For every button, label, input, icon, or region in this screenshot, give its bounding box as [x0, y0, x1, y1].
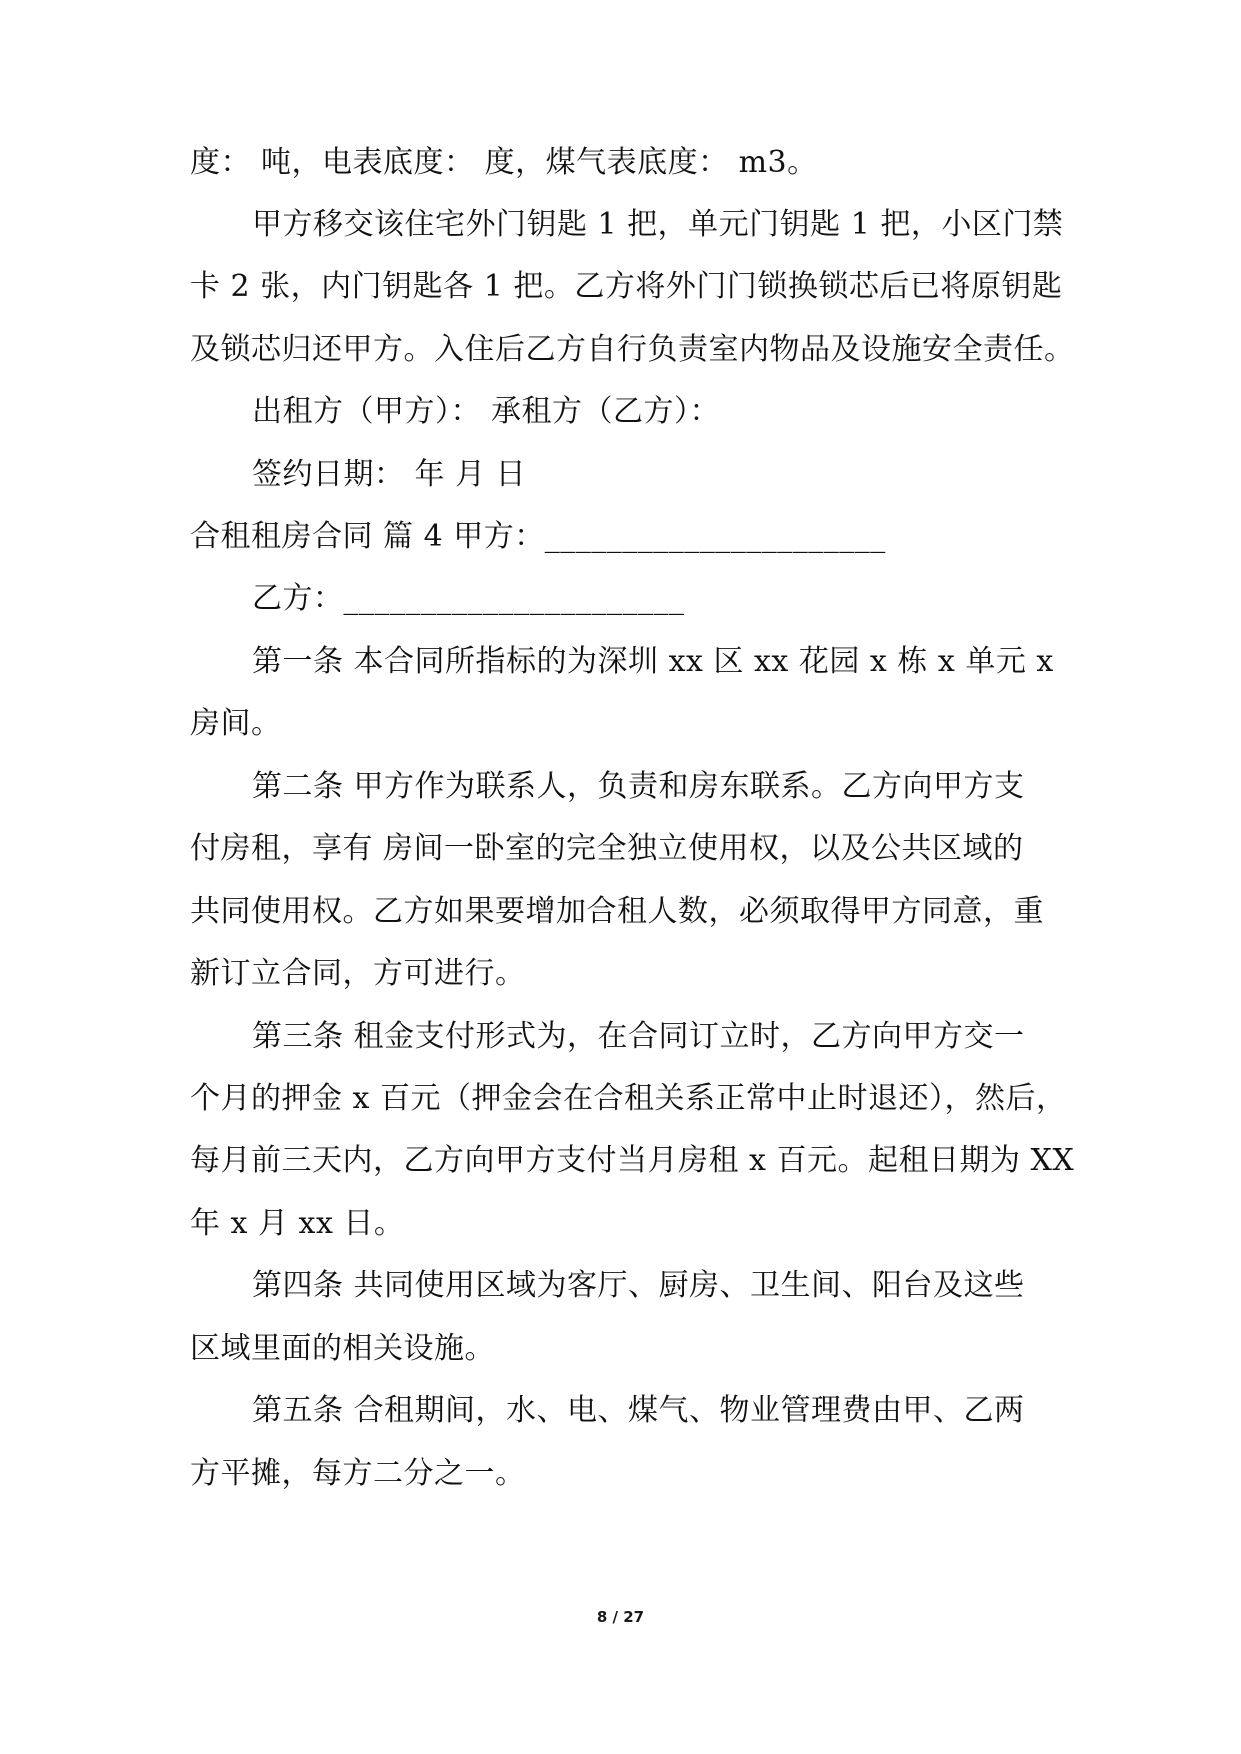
text-line: 每月前三天内，乙方向甲方支付当月房租 x 百元。起租日期为 XX: [190, 1143, 1075, 1178]
article-3-line: 第三条 租金支付形式为，在合同订立时，乙方向甲方交一: [252, 1019, 1025, 1054]
page-number: 8 / 27: [596, 1608, 645, 1626]
text-line: 方平摊，每方二分之一。: [190, 1456, 526, 1491]
text-line: 个月的押金 x 百元（押金会在合租关系正常中止时退还），然后，: [190, 1081, 1067, 1116]
article-4-line: 第四条 共同使用区域为客厅、厨房、卫生间、阳台及这些: [252, 1268, 1025, 1303]
contract-heading-line: 合租租房合同 篇 4 甲方：______________________: [190, 519, 886, 554]
article-2-line: 第二条 甲方作为联系人，负责和房东联系。乙方向甲方支: [252, 769, 1025, 804]
text-line: 及锁芯归还甲方。入住后乙方自行负责室内物品及设施安全责任。: [190, 332, 1075, 367]
text-line: 新订立合同，方可进行。: [190, 956, 526, 991]
article-5-line: 第五条 合租期间，水、电、煤气、物业管理费由甲、乙两: [252, 1393, 1025, 1428]
text-line: 共同使用权。乙方如果要增加合租人数，必须取得甲方同意，重: [190, 894, 1044, 929]
signing-date-line: 签约日期： 年 月 日: [252, 457, 527, 492]
text-line: 付房租，享有 房间一卧室的完全独立使用权，以及公共区域的: [190, 831, 1024, 866]
text-line: 区域里面的相关设施。: [190, 1331, 495, 1366]
text-line: 房间。: [190, 706, 282, 741]
article-1-line: 第一条 本合同所指标的为深圳 xx 区 xx 花园 x 栋 x 单元 x: [252, 644, 1054, 679]
party-b-line: 乙方：______________________: [252, 581, 685, 616]
signature-parties-line: 出租方（甲方）： 承租方（乙方）：: [252, 394, 721, 429]
text-line: 卡 2 张，内门钥匙各 1 把。乙方将外门门锁换锁芯后已将原钥匙: [190, 269, 1063, 304]
text-line: 年 x 月 xx 日。: [190, 1206, 405, 1241]
text-line: 度： 吨，电表底度： 度，煤气表底度： m3。: [190, 145, 818, 180]
text-line: 甲方移交该住宅外门钥匙 1 把，单元门钥匙 1 把，小区门禁: [252, 207, 1064, 242]
